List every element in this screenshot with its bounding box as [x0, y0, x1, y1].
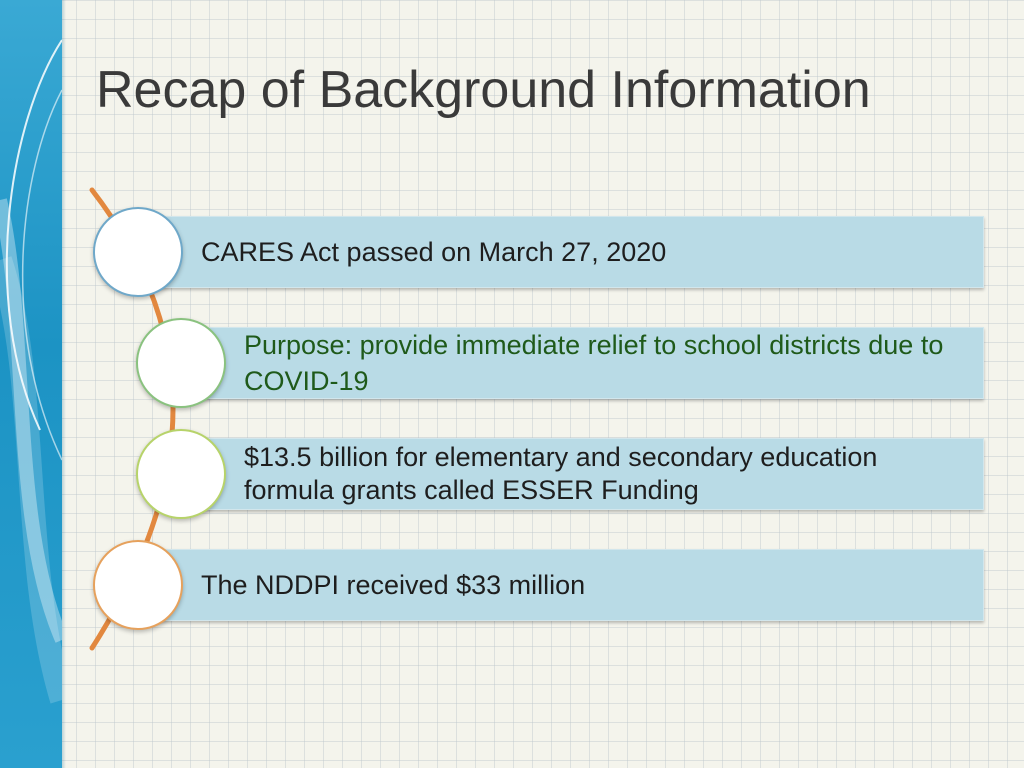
- list-item-bullet: [136, 429, 226, 519]
- list-item-bar: [140, 549, 984, 621]
- list-item-bullet: [93, 207, 183, 297]
- list-item-bullet: [136, 318, 226, 408]
- list-item-text: Purpose: provide immediate relief to school districts due to COVID-19: [244, 330, 944, 396]
- list-item-bullet: [93, 540, 183, 630]
- list-item-text: The NDDPI received $33 million: [201, 570, 586, 600]
- list-item-bar: [140, 216, 984, 288]
- sidebar-decoration: [0, 0, 62, 768]
- list-item-text: CARES Act passed on March 27, 2020: [201, 237, 667, 267]
- sidebar-edge-shadow: [62, 0, 66, 768]
- list-item-bar: [183, 327, 984, 399]
- list-item-bar: [183, 438, 984, 510]
- slide-title: Recap of Background Information: [96, 61, 871, 119]
- list-item-text: $13.5 billion for elementary and secondary education formula grants called ESSER Funding: [244, 442, 878, 505]
